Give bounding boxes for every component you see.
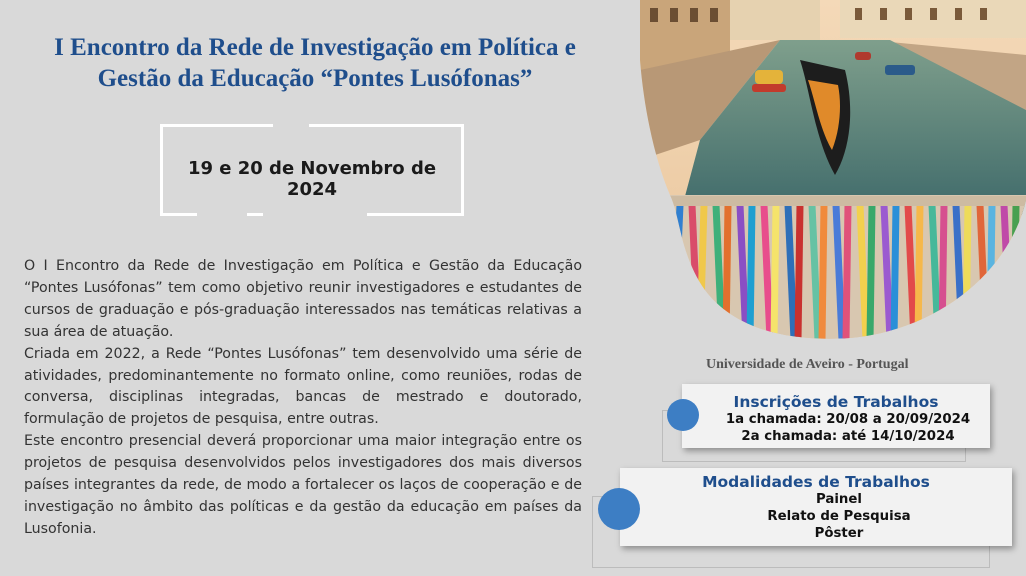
frame-gap-bottom-right bbox=[263, 212, 367, 217]
inscricoes-line-1: 1a chamada: 20/08 a 20/09/2024 bbox=[725, 412, 971, 427]
event-title bbox=[20, 32, 610, 94]
inscricoes-bullet bbox=[667, 399, 699, 431]
inscricoes-line-2: 2a chamada: até 14/10/2024 bbox=[741, 429, 955, 444]
frame-gap-top bbox=[273, 123, 309, 128]
modalidades-item: Painel bbox=[816, 492, 862, 507]
modalidades-item: Pôster bbox=[814, 526, 864, 541]
aveiro-photo bbox=[640, 0, 1026, 340]
inscricoes-card bbox=[682, 384, 990, 448]
modalidades-card bbox=[620, 468, 1012, 546]
location-label: Universidade de Aveiro - Portugal bbox=[706, 357, 909, 372]
description-paragraph-3: Este encontro presencial deverá proporcionar uma maior integração entre os projetos de pesquisa desenvolvidos pelos investigadores dos mais diversos países integrantes da rede, de modo a fortalecer os laços de cooperação e de investigação no âmbito das políticas e da gestão da educação em países da Lusofonia. bbox=[24, 433, 582, 537]
description-paragraph-1: O I Encontro da Rede de Investigação em Política e Gestão da Educação “Pontes Lusófonas” tem como objetivo reunir investigadores e estudantes de cursos de graduação e pós-graduação interessados nas temáticas relativas a sua área de atuação. bbox=[24, 258, 582, 340]
description-paragraph-2: Criada em 2022, a Rede “Pontes Lusófonas” tem desenvolvido uma série de atividades, predominantemente no formato online, como reuniões, rodas de conversa, disciplinas integradas, bancas de mestrado e doutorado, formulação de projetos de pesquisa, entre outras. bbox=[24, 345, 582, 428]
event-title-line-2: Gestão da Educação “Pontes Lusófonas” bbox=[97, 65, 533, 92]
event-title-line-1: I Encontro da Rede de Investigação em Política e bbox=[54, 34, 576, 61]
inscricoes-title: Inscrições de Trabalhos bbox=[733, 393, 939, 411]
modalidades-title: Modalidades de Trabalhos bbox=[702, 473, 930, 491]
event-date: 19 e 20 de Novembro de 2024 bbox=[187, 158, 437, 200]
event-description bbox=[24, 256, 582, 541]
modalidades-bullet bbox=[598, 488, 640, 530]
frame-gap-bottom-left bbox=[197, 212, 247, 217]
modalidades-item: Relato de Pesquisa bbox=[767, 509, 911, 524]
